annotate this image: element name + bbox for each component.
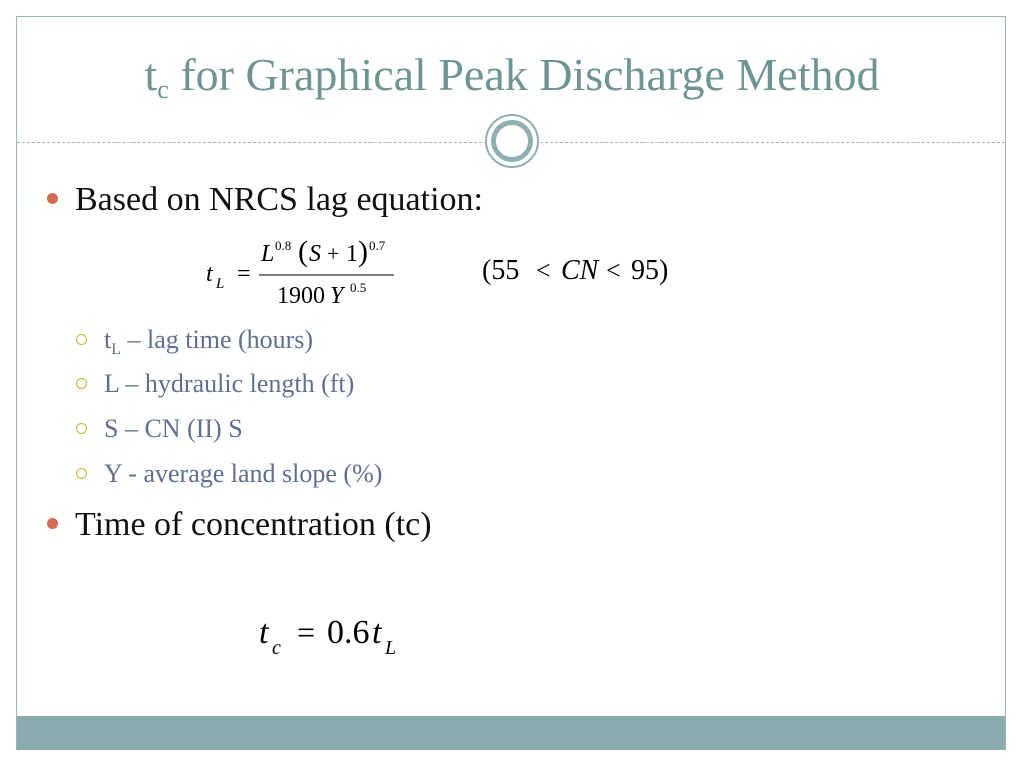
divider-circle-ornament — [485, 114, 539, 168]
eq2-lhs-sub: c — [272, 637, 281, 659]
eq2-lhs-var: t — [259, 614, 269, 651]
bullet-item: Based on NRCS lag equation: — [47, 181, 483, 219]
sub-bullet-item: Y - average land slope (%) — [76, 459, 382, 489]
constraint-lt1: < — [536, 256, 551, 285]
sub-bullet-item: L – hydraulic length (ft) — [76, 369, 354, 399]
constraint-open: (55 — [482, 255, 520, 286]
tc-equation — [255, 610, 415, 666]
eq-num-paren-close: ) — [358, 235, 368, 268]
lag-equation — [200, 228, 420, 310]
eq2-equals: = — [297, 614, 316, 650]
constraint-cn: CN — [561, 255, 599, 286]
eq-equals: = — [237, 261, 251, 287]
cn-constraint — [478, 250, 693, 290]
sub-bullet-item: $t_L$ – lag time (hours) — [76, 325, 313, 359]
title-divider-left — [17, 142, 487, 143]
bullet-item: Time of concentration (tc) — [47, 506, 432, 544]
eq-den-Y: Y — [330, 283, 344, 309]
title-divider-right — [540, 142, 1005, 143]
footer-bar — [17, 716, 1005, 750]
eq-num-L-exp: 0.8 — [275, 238, 292, 253]
slide-title: $t_c$ for Graphical Peak Discharge Method — [144, 49, 880, 104]
eq-num-one: 1 — [346, 241, 358, 267]
eq-num-exp: 0.7 — [369, 238, 386, 253]
eq-den-coef: 1900 — [277, 283, 325, 309]
eq-num-plus: + — [327, 241, 340, 266]
eq-num-L: L — [261, 241, 275, 267]
sub-bullet-ring-icon — [76, 334, 87, 345]
eq-num-paren-open: ( — [298, 235, 308, 268]
constraint-lt2: < — [606, 256, 621, 285]
sub-bullet-ring-icon — [76, 423, 87, 434]
eq2-rhs-sub: L — [385, 637, 397, 659]
eq-lhs-var: t — [206, 261, 213, 287]
eq2-rhs-var: t — [372, 614, 382, 651]
eq-num-S: S — [309, 241, 321, 267]
eq-lhs-sub: L — [216, 276, 225, 292]
bullet-dot-icon — [47, 518, 58, 529]
eq2-coef: 0.6 — [327, 614, 370, 651]
sub-bullet-ring-icon — [76, 468, 87, 479]
bullet-dot-icon — [47, 193, 58, 204]
sub-bullet-ring-icon — [76, 378, 87, 389]
sub-bullet-item: S – CN (II) S — [76, 414, 243, 444]
eq-den-exp: 0.5 — [350, 280, 367, 295]
constraint-close: 95) — [631, 255, 669, 286]
